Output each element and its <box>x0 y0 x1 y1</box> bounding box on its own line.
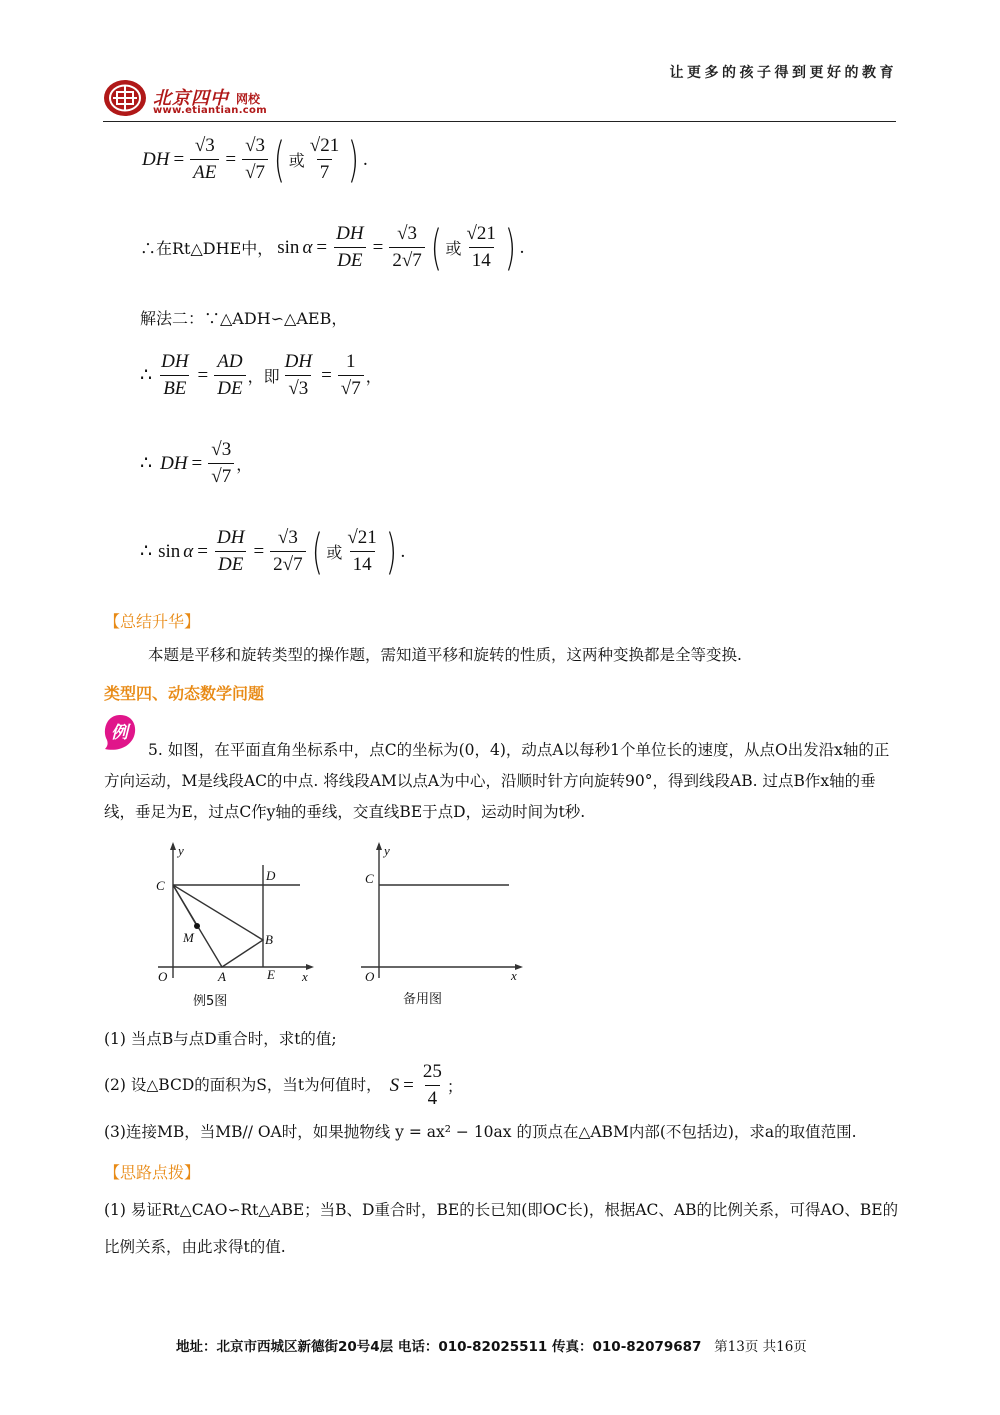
question-1: (1) 当点B与点D重合时，求t的值; <box>104 1030 337 1048</box>
label-y: y <box>178 843 184 858</box>
footer-address: 地址：北京市西城区新德街20号4层 电话：010-82025511 传真：010-82079687 <box>176 1339 702 1355</box>
logo-suffix: 网校 <box>236 92 261 106</box>
denominator: 4 <box>425 1085 441 1111</box>
example-badge-label: 例 <box>111 723 128 743</box>
alt-word: 或 <box>326 543 343 562</box>
numerator: 25 <box>422 1061 442 1082</box>
summary-title: 【总结升华】 <box>104 612 201 631</box>
footer <box>176 1335 807 1355</box>
label-b: B <box>265 932 273 947</box>
right-paren: ) <box>347 131 360 188</box>
label-o: O <box>158 969 168 984</box>
right-paren: ) <box>385 523 397 580</box>
label-y: y <box>384 843 390 858</box>
period: . <box>400 540 406 562</box>
denominator: 14 <box>350 551 375 577</box>
q2-s: S <box>389 1074 400 1096</box>
label-m: M <box>183 930 194 945</box>
ratio-equation: ∴ $\frac{DH}{BE}$ = $\frac{AD}{DE}$ ， 即 $\frac{DH}{√3}$ = $\frac{1}{√7}$ ， <box>140 351 382 399</box>
label-x: x <box>511 968 517 983</box>
denominator: √7 <box>208 463 234 489</box>
numerator: √3 <box>397 223 417 244</box>
summary-text: 本题是平移和旋转类型的操作题，需知道平移和旋转的性质，这两种变换都是全等变换. <box>148 646 742 664</box>
fraction <box>214 526 247 577</box>
label-d: D <box>266 868 276 883</box>
numerator: √3 <box>211 439 232 460</box>
fraction <box>344 526 379 577</box>
numerator: √3 <box>277 527 298 548</box>
ji-word: 即 <box>263 367 280 386</box>
denominator: BE <box>160 375 189 401</box>
fraction <box>158 350 191 401</box>
question-2-text: (2) 设△BCD的面积为S，当t为何值时， <box>104 1076 382 1094</box>
triangle-cab <box>173 885 263 967</box>
denominator: √3 <box>285 375 311 401</box>
comma: ， <box>236 455 253 474</box>
numerator: DH <box>161 351 189 372</box>
numerator: √3 <box>194 135 215 156</box>
sin-func: sin <box>277 236 300 258</box>
alt-word: 或 <box>445 239 462 258</box>
point-m <box>194 923 200 929</box>
left-paren: ( <box>273 131 286 188</box>
numerator: 1 <box>346 351 356 372</box>
fraction <box>333 222 366 273</box>
numerator: DH <box>284 351 313 372</box>
comma: ， <box>247 367 264 386</box>
denominator: √7 <box>338 375 364 401</box>
fraction <box>242 134 268 185</box>
left-paren: ( <box>311 523 323 580</box>
logo-url: www.etiantian.com <box>153 105 267 116</box>
numerator: DH <box>336 223 364 244</box>
hint-text: (1) 易证Rt△CAO∽Rt△ABE；当B、D重合时，BE的长已知(即OC长)，根据AC、AB的比例关系，可得AO、BE的比例关系，由此求得t的值. <box>104 1201 899 1256</box>
dh-lhs: DH <box>142 148 170 170</box>
logo <box>102 78 148 118</box>
denominator: 2√7 <box>270 551 305 577</box>
label-a: A <box>218 969 226 984</box>
y-arrow <box>170 842 176 850</box>
fraction <box>389 222 424 273</box>
alpha: α <box>302 236 313 258</box>
y-arrow <box>376 842 382 850</box>
numerator: √21 <box>347 527 377 548</box>
fraction <box>420 1060 445 1111</box>
fraction <box>282 350 315 401</box>
fraction <box>190 134 219 185</box>
hint-title: 【思路点拨】 <box>104 1163 201 1182</box>
label-o: O <box>365 969 375 984</box>
denominator: DE <box>215 551 246 577</box>
therefore-symbol: ∴ <box>140 453 153 474</box>
logo-seal-icon <box>102 78 148 118</box>
sin-func: sin <box>158 540 181 562</box>
fraction <box>338 350 364 401</box>
figure-backup <box>355 840 530 1015</box>
denominator: 14 <box>469 247 494 273</box>
sin1-prefix: ∴在Rt△DHE中， <box>140 239 274 258</box>
figure1-caption: 例5图 <box>193 994 228 1009</box>
numerator: DH <box>216 527 245 548</box>
denominator: √7 <box>242 159 268 185</box>
denominator: AE <box>190 159 219 185</box>
sin-equation-1: ∴在Rt△DHE中， sin α = $\frac{DH}{DE}$ = $\frac{√3}{2√7}$ ( 或 $\frac{√21}{14}$ ) . <box>140 219 525 276</box>
numerator: √21 <box>309 135 340 156</box>
numerator: AD <box>217 351 243 372</box>
alt-word: 或 <box>288 151 305 170</box>
denominator: 7 <box>317 159 333 185</box>
left-paren: ( <box>430 219 442 276</box>
denominator: DE <box>334 247 365 273</box>
comma: ， <box>365 367 382 386</box>
header-slogan: 让更多的孩子得到更好的教育 <box>669 65 897 81</box>
header-rule <box>103 121 896 122</box>
alpha: α <box>183 540 194 562</box>
logo-name: 北京四中 <box>153 88 229 109</box>
semicolon: ； <box>446 1077 463 1096</box>
period: . <box>362 148 368 170</box>
numerator: √21 <box>466 223 496 244</box>
question-3: (3)连接MB，当MB// OA时，如果抛物线 y = ax² − 10ax 的顶点在△ABM内部(不包括边)，求a的取值范围. <box>104 1123 857 1141</box>
denominator: DE <box>214 375 245 401</box>
therefore-symbol: ∴ <box>140 541 153 562</box>
dh-lhs: DH <box>160 452 188 474</box>
fraction <box>214 350 245 401</box>
right-paren: ) <box>504 219 516 276</box>
denominator: 2√7 <box>389 247 424 273</box>
label-x: x <box>302 969 308 984</box>
example-text: 5. 如图，在平面直角坐标系中，点C的坐标为(0，4)，动点A以每秒1个单位长的速度，从点O出发沿x轴的正方向运动，M是线段AC的中点. 将线段AM以点A为中心，沿顺时针方向旋转90°，得到线段AB. 过点B作x轴的垂线，垂足为E，过点C作y轴的垂线，交直线BE于点D，运动时间为t秒. <box>104 741 890 821</box>
footer-page: 第13页 共16页 <box>714 1339 807 1355</box>
sin-equation-2: ∴ sin α = $\frac{DH}{DE}$ = $\frac{√3}{2√7}$ ( 或 $\frac{√21}{14}$ ) . <box>140 523 406 580</box>
fraction <box>464 222 499 273</box>
label-c: C <box>365 871 374 886</box>
dh-equation: DH = $\frac{√3}{AE}$ = $\frac{√3}{√7}$ ( 或 $\frac{√21}{7}$ ) . <box>142 131 368 188</box>
fraction <box>208 438 234 489</box>
segment-cm <box>173 885 197 926</box>
period: . <box>519 236 525 258</box>
method-two-line: 解法二：∵△ADH∽△AEB， <box>140 309 348 328</box>
label-e: E <box>267 967 275 982</box>
question-2: (2) 设△BCD的面积为S，当t为何值时， S = $\frac{25}{4}$ ； <box>104 1061 463 1109</box>
section-heading: 类型四、动态数学问题 <box>104 684 265 703</box>
figure2-caption: 备用图 <box>403 992 443 1007</box>
fraction <box>270 526 305 577</box>
therefore-symbol: ∴ <box>140 365 153 386</box>
dh-result-equation: ∴ DH = $\frac{√3}{√7}$ ， <box>140 439 253 487</box>
figure-example5 <box>150 840 320 1015</box>
fraction <box>307 134 342 185</box>
numerator: √3 <box>245 135 266 156</box>
label-c: C <box>156 878 165 893</box>
